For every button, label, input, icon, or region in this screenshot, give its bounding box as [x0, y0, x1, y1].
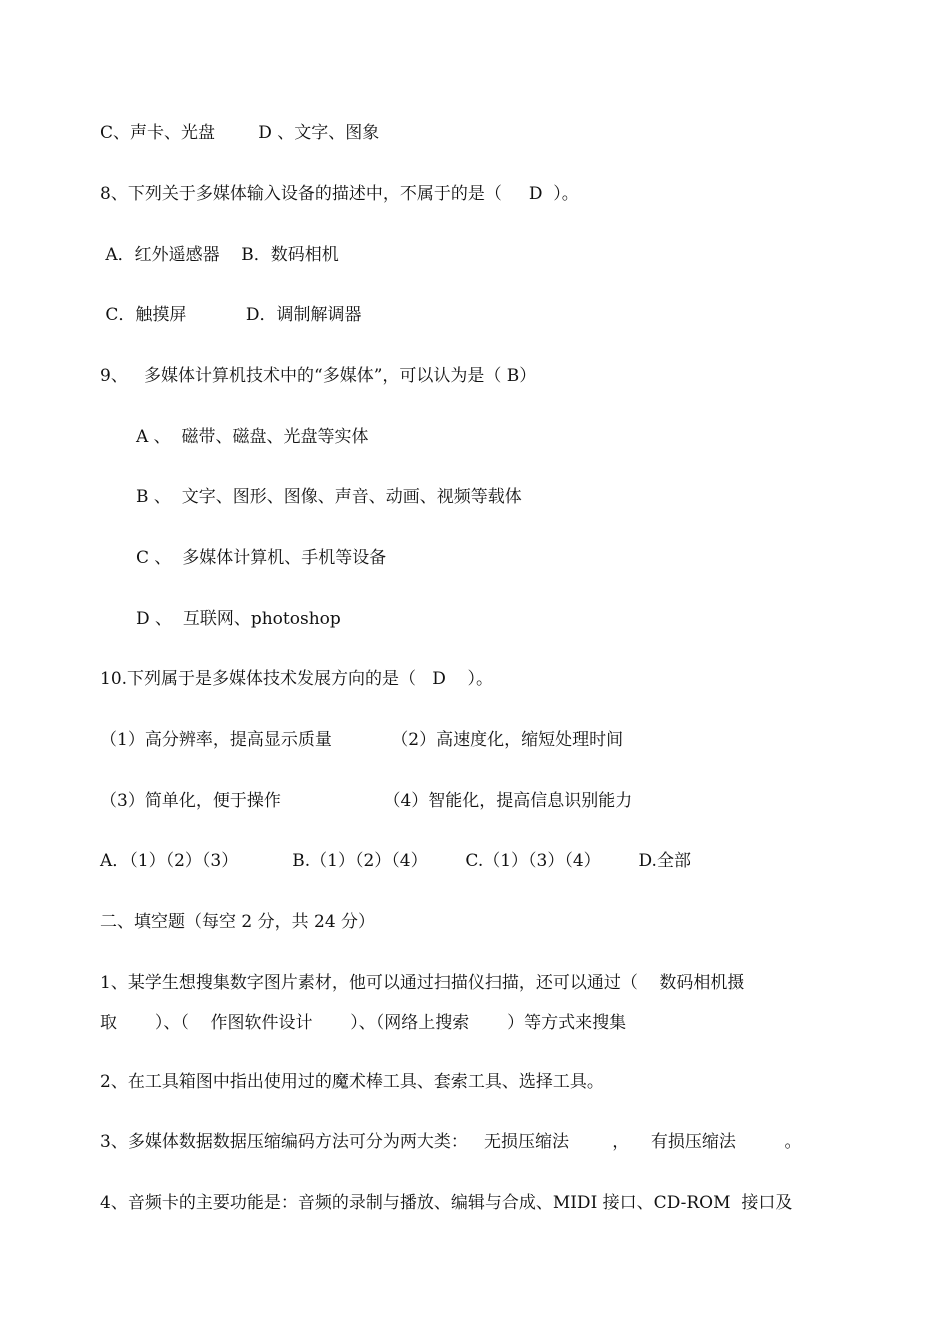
- question-9: 9、 多媒体计算机技术中的“多媒体”，可以认为是（ B）: [100, 366, 537, 386]
- question-9-option-c: C 、 多媒体计算机、手机等设备: [136, 548, 387, 568]
- fill-question-2: 2、在工具箱图中指出使用过的魔术棒工具、套索工具、选择工具。: [100, 1072, 604, 1092]
- question-9-option-b: B 、 文字、图形、图像、声音、动画、视频等载体: [136, 487, 522, 507]
- question-9-option-d: D 、 互联网、photoshop: [136, 609, 341, 629]
- question-9-option-a: A 、 磁带、磁盘、光盘等实体: [136, 427, 369, 447]
- question-8-options-ab: A．红外遥感器 B．数码相机: [100, 245, 339, 265]
- fill-question-1-line-1: 1、某学生想搜集数字图片素材，他可以通过扫描仪扫描，还可以通过（ 数码相机摄: [100, 973, 745, 993]
- fill-question-1: [100, 963, 860, 1043]
- question-8-options-cd: C．触摸屏 D．调制解调器: [100, 305, 362, 325]
- question-10-options: A．（1）（2）（3） B.（1）（2）（4） C.（1）（3）（4） D.全部: [100, 851, 691, 871]
- fill-question-3: 3、多媒体数据数据压缩编码方法可分为两大类： 无损压缩法 ， 有损压缩法 。: [100, 1132, 802, 1152]
- section-heading-fill-in: 二、填空题（每空 2 分，共 24 分）: [100, 912, 376, 932]
- question-8: 8、下列关于多媒体输入设备的描述中，不属于的是（ D ）。: [100, 184, 579, 204]
- fill-question-4: 4、音频卡的主要功能是：音频的录制与播放、编辑与合成、MIDI 接口、CD-ROM 接口及: [100, 1193, 793, 1213]
- question-10-items-1-2: （1）高分辨率，提高显示质量 （2）高速度化，缩短处理时间: [100, 730, 624, 750]
- question-10-items-3-4: （3）简单化，便于操作 （4）智能化，提高信息识别能力: [100, 791, 633, 811]
- option-line-cd: C、声卡、光盘 D 、文字、图象: [100, 123, 380, 143]
- question-10: 10.下列属于是多媒体技术发展方向的是（ D ）。: [100, 669, 493, 689]
- fill-question-1-line-2: 取 ）、（ 作图软件设计 ）、（网络上搜索 ）等方式来搜集: [100, 1013, 627, 1033]
